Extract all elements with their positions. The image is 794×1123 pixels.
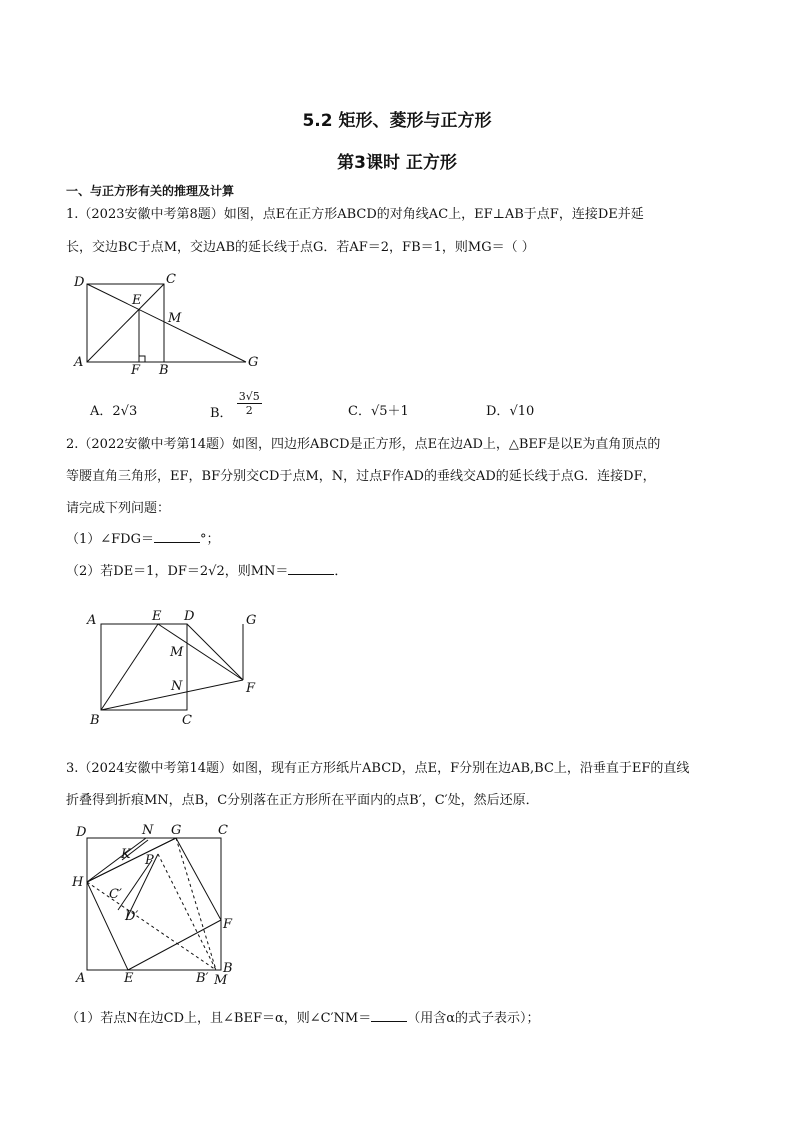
q3-part1-answer-blank[interactable] [371, 1009, 407, 1022]
q2-label-b: B [90, 713, 100, 728]
q3-label-k: K [121, 847, 131, 862]
q1-line-dg [87, 284, 246, 362]
q2-part2-prefix: （2）若DE＝1，DF＝2√2，则MN＝ [66, 564, 289, 579]
q2-label-d: D [184, 609, 195, 624]
q3-label-f: F [223, 917, 233, 932]
q3-label-p: P [145, 853, 154, 868]
q2-line-be [101, 624, 158, 710]
q2-label-c: C [182, 713, 192, 728]
q3-figure [66, 820, 246, 990]
q1-label-b: B [159, 363, 169, 378]
option-value: 2√3 [112, 404, 138, 419]
page-title: 5.2 矩形、菱形与正方形 [302, 111, 492, 131]
q1-text-line2: 长，交边BC于点M，交边AB的延长线于点G．若AF＝2，FB＝1，则MG＝（ ） [66, 240, 535, 255]
q1-label-g: G [248, 355, 259, 370]
fraction-numerator: 3√5 [238, 390, 260, 403]
q3-line-hn [87, 838, 146, 882]
q2-text-line1: 2.（2022安徽中考第14题）如图，四边形ABCD是正方形，点E在边AD上，△BEF是以E为直角顶点的 [66, 437, 661, 452]
q3-inner-quad [87, 838, 221, 970]
q1-label-c: C [166, 272, 176, 287]
q1-right-angle-mark [139, 356, 145, 362]
q2-part2 [66, 559, 347, 584]
q2-text-line3: 请完成下列问题： [66, 501, 171, 516]
q3-label-c-prime: C′ [109, 887, 122, 902]
q3-label-h: H [72, 875, 84, 890]
q2-label-n: N [171, 679, 183, 694]
q3-label-d: D [76, 825, 87, 840]
q2-line-df [187, 624, 243, 680]
q2-part1-answer-blank[interactable] [154, 530, 200, 543]
q3-label-d-prime: D′ [125, 909, 139, 924]
lesson-subtitle: 第3课时 正方形 [337, 153, 457, 173]
q1-diagonal-ac [87, 284, 164, 362]
q1-text-line1: 1.（2023安徽中考第8题）如图，点E在正方形ABCD的对角线AC上，EF⊥AB于点F，连接DE并延 [66, 207, 644, 222]
q3-text-line2: 折叠得到折痕MN，点B，C分别落在正方形所在平面内的点B′，C′处，然后还原． [66, 793, 539, 808]
q1-figure [66, 266, 276, 378]
option-value: √10 [509, 404, 535, 419]
q1-label-a: A [74, 355, 84, 370]
q2-figure [80, 604, 270, 730]
option-fraction [237, 390, 262, 417]
q1-label-f: F [131, 363, 141, 378]
q3-label-e: E [124, 971, 134, 986]
q3-label-a: A [76, 971, 86, 986]
q2-part1-suffix: °； [200, 532, 220, 547]
option-letter: B． [210, 406, 233, 421]
q2-label-m: M [170, 645, 184, 660]
q1-option-d[interactable] [486, 400, 534, 419]
q3-part1-prefix: （1）若点N在边CD上，且∠BEF＝α，则∠C′NM＝ [66, 1011, 372, 1026]
q3-dashed-gm [176, 838, 216, 970]
q3-part1 [66, 1006, 540, 1031]
q3-label-m: M [214, 973, 228, 988]
q3-label-g: G [171, 823, 182, 838]
q3-square-abcd [87, 838, 221, 970]
option-letter: A． [90, 404, 113, 419]
option-value: √5＋1 [370, 404, 409, 419]
q2-label-e: E [152, 609, 162, 624]
section-heading: 一、与正方形有关的推理及计算 [66, 184, 235, 198]
q3-label-b: B [223, 961, 233, 976]
q2-part2-answer-blank[interactable] [288, 562, 334, 575]
q3-line-hg [87, 838, 176, 882]
q1-option-a[interactable] [90, 400, 137, 419]
q2-part1-prefix: （1）∠FDG＝ [66, 532, 154, 547]
q3-part1-suffix: （用含α的式子表示）； [407, 1011, 540, 1026]
q1-label-e: E [132, 293, 142, 308]
option-letter: D． [486, 404, 510, 419]
q3-label-n: N [142, 823, 154, 838]
q2-square-abcd [101, 624, 187, 710]
q2-part2-suffix: ． [334, 564, 348, 579]
q2-label-f: F [246, 681, 256, 696]
q2-label-g: G [246, 613, 257, 628]
q1-label-m: M [168, 311, 182, 326]
q3-label-b-prime: B′ [196, 971, 209, 986]
q3-label-c: C [218, 823, 228, 838]
q2-part1 [66, 527, 220, 552]
q1-option-b[interactable] [210, 390, 262, 421]
q2-label-a: A [87, 613, 97, 628]
q1-option-c[interactable] [348, 400, 409, 419]
option-letter: C． [348, 404, 371, 419]
q1-label-d: D [74, 275, 85, 290]
q3-text-line1: 3.（2024安徽中考第14题）如图，现有正方形纸片ABCD，点E，F分别在边AB,BC上，沿垂直于EF的直线 [66, 761, 690, 776]
q3-dashed-pm [158, 854, 216, 970]
q2-text-line2: 等腰直角三角形，EF，BF分别交CD于点M，N，过点F作AD的垂线交AD的延长线于点G．连接DF， [66, 469, 656, 484]
fraction-denominator: 2 [245, 404, 253, 417]
